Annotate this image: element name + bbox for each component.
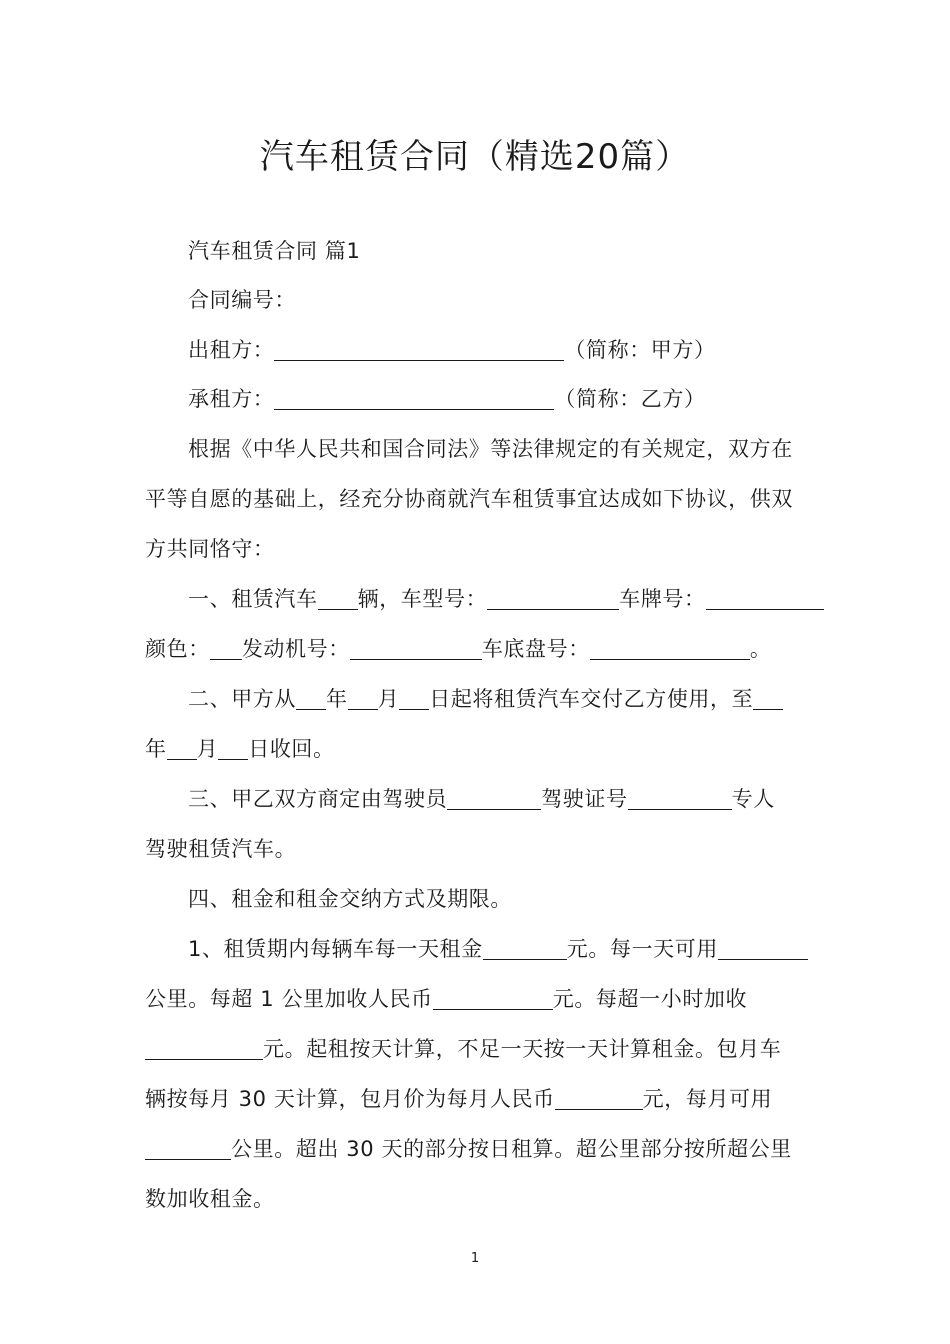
clause-1-text-a: 一、租赁汽车	[188, 587, 318, 611]
section-heading: 汽车租赁合同 篇1	[188, 239, 361, 263]
clause-1-line-1	[188, 584, 810, 614]
clause-4-1-text-f: 辆按每月 30 天计算，包月价为每月人民币	[145, 1087, 555, 1111]
lessor-line	[188, 335, 810, 365]
clause-1-text-e: 发动机号：	[241, 637, 350, 661]
engine-number-blank	[350, 635, 482, 660]
lessee-blank	[274, 385, 554, 410]
lessee-note: （简称：乙方）	[554, 387, 706, 411]
clause-3-text-b: 驾驶证号	[541, 787, 628, 811]
lessee-label: 承租方：	[188, 387, 275, 411]
monthly-rent-blank	[555, 1085, 643, 1110]
per-hour-fee-blank	[145, 1035, 263, 1060]
driver-name-blank	[447, 785, 541, 810]
daily-km-blank	[718, 935, 808, 960]
chassis-number-blank	[590, 635, 750, 660]
daily-rent-blank	[483, 935, 567, 960]
clause-2-text-g: 日收回。	[248, 737, 335, 761]
clause-1-text-c: 车牌号：	[619, 587, 706, 611]
clause-1-text-g: 。	[749, 637, 772, 661]
lessor-note: （简称：甲方）	[564, 338, 716, 362]
contract-number-label: 合同编号：	[188, 288, 296, 312]
intro-line-3: 方共同恪守：	[145, 537, 275, 561]
intro-line-1: 根据《中华人民共和国合同法》等法律规定的有关规定，双方在	[188, 437, 793, 461]
clause-2-text-e: 年	[145, 737, 167, 761]
clause-4-heading: 四、租金和租金交纳方式及期限。	[188, 887, 512, 911]
clause-4-1-text-a: 1、租赁期内每辆车每一天租金	[188, 937, 483, 961]
clause-2-line-2	[145, 734, 810, 764]
clause-4-1-line-5	[145, 1134, 810, 1164]
clause-4-1-line-6: 数加收租金。	[145, 1187, 275, 1211]
clause-2-text-b: 年	[326, 687, 348, 711]
end-month-blank	[167, 735, 197, 760]
clause-4-1-line-4	[145, 1084, 810, 1114]
lessor-label: 出租方：	[188, 338, 275, 362]
clause-2-text-c: 月	[377, 687, 400, 711]
clause-2-text-a: 二、甲方从	[188, 687, 296, 711]
clause-1-text-b: 辆，车型号：	[357, 587, 488, 611]
clause-2-line-1	[188, 684, 810, 714]
model-blank	[487, 585, 619, 610]
intro-line-2: 平等自愿的基础上，经充分协商就汽车租赁事宜达成如下协议，供双	[145, 487, 793, 511]
plate-blank	[706, 585, 824, 610]
monthly-km-blank	[145, 1135, 231, 1160]
clause-1-text-f: 车底盘号：	[481, 637, 590, 661]
clause-4-1-line-3	[145, 1034, 810, 1064]
clause-4-1-text-h: 公里。超出 30 天的部分按日租算。超公里部分按所超公里	[231, 1137, 792, 1161]
clause-3-text-c: 专人	[731, 787, 775, 811]
start-day-blank	[399, 685, 429, 710]
per-km-fee-blank	[433, 985, 553, 1010]
clause-3-text-a: 三、甲乙双方商定由驾驶员	[188, 787, 448, 811]
clause-4-1-text-c: 公里。每超 1 公里加收人民币	[145, 987, 433, 1011]
lessee-line	[188, 384, 810, 414]
clause-2-text-d: 日起将租赁汽车交付乙方使用，至	[429, 687, 754, 711]
end-year-blank	[753, 685, 783, 710]
page-number: 1	[470, 1251, 480, 1266]
color-blank	[210, 635, 242, 660]
start-year-blank	[296, 685, 326, 710]
clause-4-1-text-e: 元。起租按天计算，不足一天按一天计算租金。包月车	[263, 1037, 782, 1061]
license-number-blank	[628, 785, 732, 810]
clause-4-1-text-d: 元。每超一小时加收	[552, 987, 748, 1011]
clause-3-line-2: 驾驶租赁汽车。	[145, 837, 297, 861]
clause-4-1-text-b: 元。每一天可用	[566, 937, 718, 961]
clause-4-1-text-g: 元，每月可用	[642, 1087, 773, 1111]
clause-2-text-f: 月	[196, 737, 219, 761]
clause-1-text-d: 颜色：	[145, 637, 210, 661]
clause-1-line-2	[145, 634, 810, 664]
clause-4-1-line-2	[145, 984, 810, 1014]
lessor-blank	[274, 336, 564, 361]
clause-4-1-line-1	[188, 934, 810, 964]
start-month-blank	[348, 685, 378, 710]
clause-3-line-1	[188, 784, 810, 814]
vehicle-count-blank	[318, 585, 358, 610]
document-title: 汽车租赁合同（精选20篇）	[259, 137, 691, 177]
end-day-blank	[218, 735, 248, 760]
